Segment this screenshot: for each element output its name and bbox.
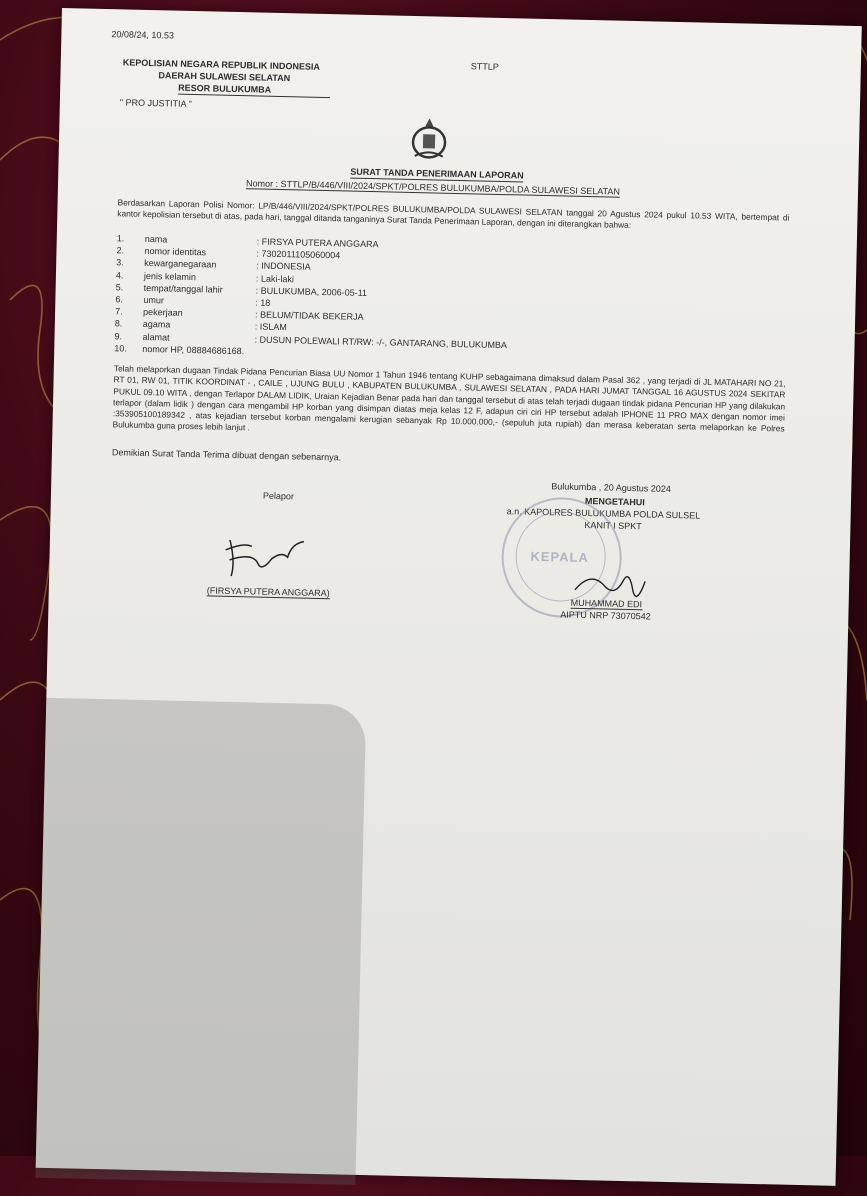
field-number: 2. — [116, 245, 125, 256]
field-value: : DUSUN POLEWALI RT/RW: -/-, GANTARANG, BULUKUMBA — [254, 334, 508, 350]
pelapor-name: (FIRSYA PUTERA ANGGARA) — [206, 585, 330, 599]
intro-paragraph: Berdasarkan Laporan Polisi Nomor: LP/B/446/VIII/2024/SPKT/POLRES BULUKUMBA/POLDA SULAWESI SELATAN tanggal 20 Agustus 2024 pukul 10.53 WITA, bertempat di kantor kepolisian tersebut di atas, pada hari, tanggal ditanda tanganinya Surat Tanda Penerimaan Laporan, dengan ini diterangkan bahwa: — [117, 197, 790, 231]
field-number: 9. — [114, 330, 123, 342]
field-label: alamat — [142, 331, 170, 343]
field-value: : INDONESIA — [256, 260, 311, 273]
field-label: pekerjaan — [143, 307, 183, 319]
field-number: 5. — [115, 282, 124, 293]
field-label: nama — [144, 233, 168, 245]
field-value: : Laki-laki — [255, 273, 295, 284]
field-number: 1. — [116, 233, 125, 244]
stamp-text: KEPALA — [530, 548, 590, 566]
kapolres-line: a.n. KAPOLRES BULUKUMBA POLDA SULSEL — [506, 506, 701, 521]
field-value: : FIRSYA PUTERA ANGGARA — [256, 236, 379, 250]
field-label: nomor identitas — [144, 246, 207, 258]
field-label: jenis kelamin — [143, 270, 197, 282]
field-value: : BULUKUMBA, 2006-05-11 — [255, 285, 368, 298]
field-value: : ISLAM — [254, 321, 287, 333]
identity-fields — [114, 233, 717, 377]
letterhead-line2: DAERAH SULAWESI SELATAN — [158, 70, 291, 84]
officer-name: MUHAMMAD EDI — [570, 597, 643, 610]
document-title: SURAT TANDA PENERIMAAN LAPORAN — [350, 166, 524, 181]
field-number: 6. — [115, 294, 124, 305]
report-paper — [36, 8, 862, 1186]
field-value: : 18 — [255, 297, 271, 308]
field-number: 4. — [115, 269, 124, 281]
phone-shadow — [35, 698, 366, 1185]
field-number: 7. — [115, 306, 123, 317]
field-label: kewarganegaraan — [144, 258, 217, 270]
mengetahui-label: MENGETAHUI — [584, 495, 645, 508]
pelapor-signature-icon — [221, 532, 312, 584]
field-label: nomor HP, 08884686168. — [142, 343, 245, 357]
field-number: 3. — [116, 257, 124, 268]
field-label: umur — [143, 294, 165, 306]
field-label: tempat/tanggal lahir — [143, 282, 223, 295]
field-number: 10. — [114, 343, 127, 354]
place-date: Bulukumba , 20 Agustus 2024 — [551, 481, 671, 494]
field-value: : BELUM/TIDAK BEKERJA — [254, 309, 364, 323]
timestamp: 20/08/24, 10.53 — [111, 29, 175, 41]
closing-statement: Demikian Surat Tanda Terima dibuat dengan sebenarnya. — [111, 447, 342, 463]
form-code: STTLP — [470, 61, 499, 72]
field-value: : 7302011105060004 — [256, 248, 341, 261]
letterhead-line1: KEPOLISIAN NEGARA REPUBLIK INDONESIA — [122, 57, 321, 72]
pelapor-label: Pelapor — [262, 490, 295, 502]
police-emblem-icon — [409, 116, 450, 161]
kanit-line: KANIT I SPKT — [584, 519, 642, 532]
field-number: 8. — [114, 318, 123, 329]
document-number: Nomor : STTLP/B/446/VIII/2024/SPKT/POLRES BULUKUMBA/POLDA SULAWESI SELATAN — [245, 178, 621, 197]
officer-rank: AIPTU NRP 73070542 — [560, 609, 651, 622]
report-paragraph: Telah melaporkan dugaan Tindak Pidana Pencurian Biasa UU Nomor 1 Tahun 1946 tentang KUHP sebagaimana dimaksud dalam Pasal 362 , yang terjadi di JL MATAHARI NO 21, RT 01, RW 01, TITIK KOORDINAT - , CAILE , UJUNG BULU , KABUPATEN BULUKUMBA , SULAWESI SELATAN , PADA HARI JUMAT TANGGAL 16 AGUSTUS 2024 SEKITAR PUKUL 09.10 WITA , dengan Terlapor DALAM LIDIK, Uraian Kejadian Benar pada hari dan tanggal tersebut di atas telah terjadi dugaan tindak pidana Pencurian HP yang dilakukan terlapor (dalam lidik ) dengan cara mengambil HP korban yang disimpan diatas meja kelas 12 F, adapun ciri ciri HP tersebut adalah IPHONE 11 PRO MAX dengan nomor imei :353905100189342 , atas kejadian tersebut korban mengalami kerugian sebanyak Rp 10.000.000,- (sepuluh juta rupiah) dan merasa keberatan serta melaporkan ke Polres Bulukumba guna proses lebih lanjut . — [112, 363, 786, 434]
pro-justitia: " PRO JUSTITIA " — [119, 97, 192, 109]
field-label: agama — [142, 319, 171, 330]
letterhead-line3: RESOR BULUKUMBA — [178, 83, 330, 98]
